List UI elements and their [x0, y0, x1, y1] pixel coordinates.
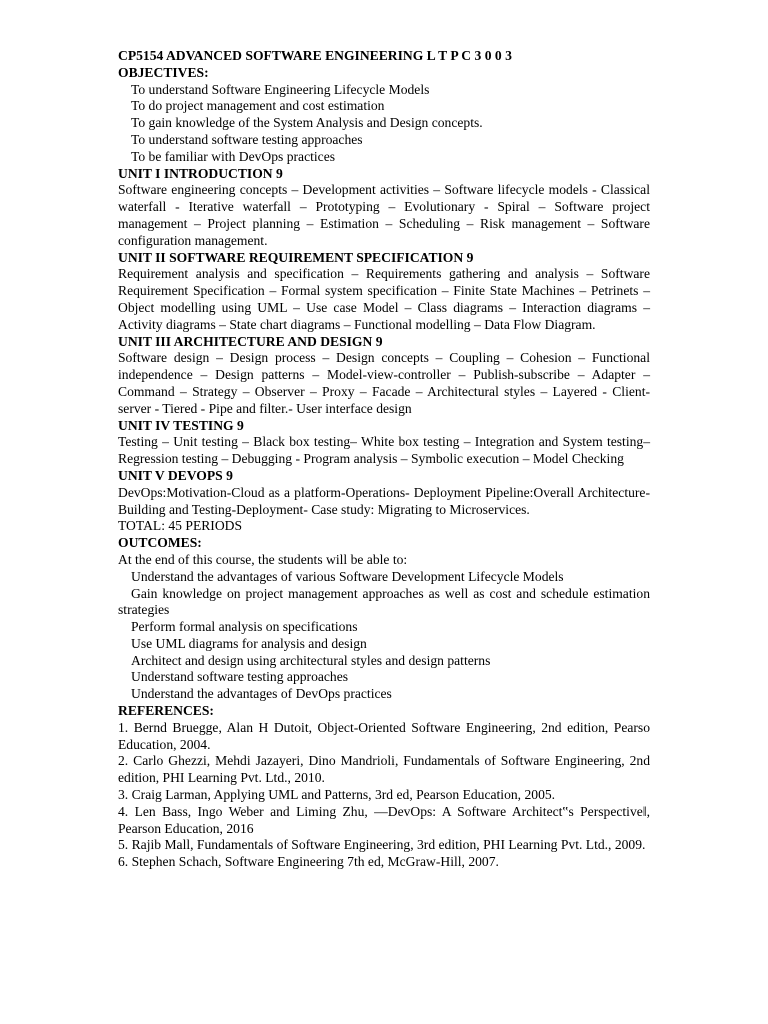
- reference-item: 1. Bernd Bruegge, Alan H Dutoit, Object-Oriented Software Engineering, 2nd edition, Pearso Education, 2004.: [118, 719, 650, 752]
- unit-4-heading: UNIT IV TESTING 9: [118, 417, 244, 433]
- objective-item: To understand software testing approaches: [131, 131, 363, 147]
- outcomes-heading: OUTCOMES:: [118, 535, 202, 551]
- objectives-list: [118, 82, 650, 166]
- outcome-item: Perform formal analysis on specifications: [131, 619, 358, 635]
- reference-item: 5. Rajib Mall, Fundamentals of Software Engineering, 3rd edition, PHI Learning Pvt. Ltd., 2009.: [118, 837, 646, 853]
- outcome-item: Gain knowledge on project management approaches as well as cost and schedule estimation strategies: [118, 585, 650, 618]
- course-title: CP5154 ADVANCED SOFTWARE ENGINEERING L T P C 3 0 0 3: [118, 48, 512, 63]
- unit-5-heading: UNIT V DEVOPS 9: [118, 467, 233, 483]
- total-periods: TOTAL: 45 PERIODS: [118, 518, 243, 534]
- outcome-item: Use UML diagrams for analysis and design: [131, 635, 367, 651]
- outcome-item: Understand the advantages of various Software Development Lifecycle Models: [131, 568, 564, 584]
- unit-2-heading: UNIT II SOFTWARE REQUIREMENT SPECIFICATION 9: [118, 249, 474, 265]
- unit-1-heading: UNIT I INTRODUCTION 9: [118, 165, 283, 181]
- objectives-heading: OBJECTIVES:: [118, 64, 209, 80]
- objective-item: To do project management and cost estimation: [131, 98, 385, 114]
- references-heading: REFERENCES:: [118, 703, 214, 719]
- reference-item: 6. Stephen Schach, Software Engineering 7th ed, McGraw-Hill, 2007.: [118, 854, 499, 870]
- unit-3-heading: UNIT III ARCHITECTURE AND DESIGN 9: [118, 333, 383, 349]
- unit-2-body: Requirement analysis and specification – Requirements gathering and analysis – Software Requirement Specification – Formal system specification – Finite State Machines – Petrinets – Object modelling using UML – Use case Model – Class diagrams – Interaction diagrams – Activity diagrams – State chart diagrams – Functional modelling – Data Flow Diagram.: [118, 266, 650, 332]
- outcomes-list: [118, 569, 650, 703]
- objective-item: To gain knowledge of the System Analysis and Design concepts.: [131, 115, 483, 131]
- references-list: [118, 720, 650, 871]
- syllabus-page: [118, 48, 650, 871]
- unit-1-body: Software engineering concepts – Development activities – Software lifecycle models - Classical waterfall - Iterative waterfall – Prototyping – Evolutionary - Spiral – Software project management – Project planning – Estimation – Scheduling – Risk management – Software configuration management.: [118, 182, 650, 248]
- outcome-item: Architect and design using architectural styles and design patterns: [131, 652, 491, 668]
- unit-3-body: Software design – Design process – Design concepts – Coupling – Cohesion – Functional independence – Design patterns – Model-view-controller – Publish-subscribe – Adapter – Command – Strategy – Observer – Proxy – Facade – Architectural styles – Layered - Client-server - Tiered - Pipe and filter.- User interface design: [118, 350, 650, 416]
- objective-item: To be familiar with DevOps practices: [131, 148, 336, 164]
- reference-item: 2. Carlo Ghezzi, Mehdi Jazayeri, Dino Mandrioli, Fundamentals of Software Engineering, 2nd edition, PHI Learning Pvt. Ltd., 2010.: [118, 753, 650, 786]
- reference-item: 4. Len Bass, Ingo Weber and Liming Zhu, ―DevOps: A Software Architect‟s Perspective‖, Pearson Education, 2016: [118, 803, 650, 836]
- objective-item: To understand Software Engineering Lifecycle Models: [131, 81, 430, 97]
- unit-4-body: Testing – Unit testing – Black box testing– White box testing – Integration and System testing– Regression testing – Debugging - Program analysis – Symbolic execution – Model Checking: [118, 434, 650, 467]
- reference-item: 3. Craig Larman, Applying UML and Patterns, 3rd ed, Pearson Education, 2005.: [118, 787, 556, 803]
- outcome-item: Understand software testing approaches: [131, 669, 349, 685]
- unit-5-body: DevOps:Motivation-Cloud as a platform-Operations- Deployment Pipeline:Overall Architecture-Building and Testing-Deployment- Case study: Migrating to Microservices.: [118, 484, 650, 517]
- outcome-item: Understand the advantages of DevOps practices: [131, 686, 392, 702]
- outcomes-intro: At the end of this course, the students will be able to:: [118, 551, 408, 567]
